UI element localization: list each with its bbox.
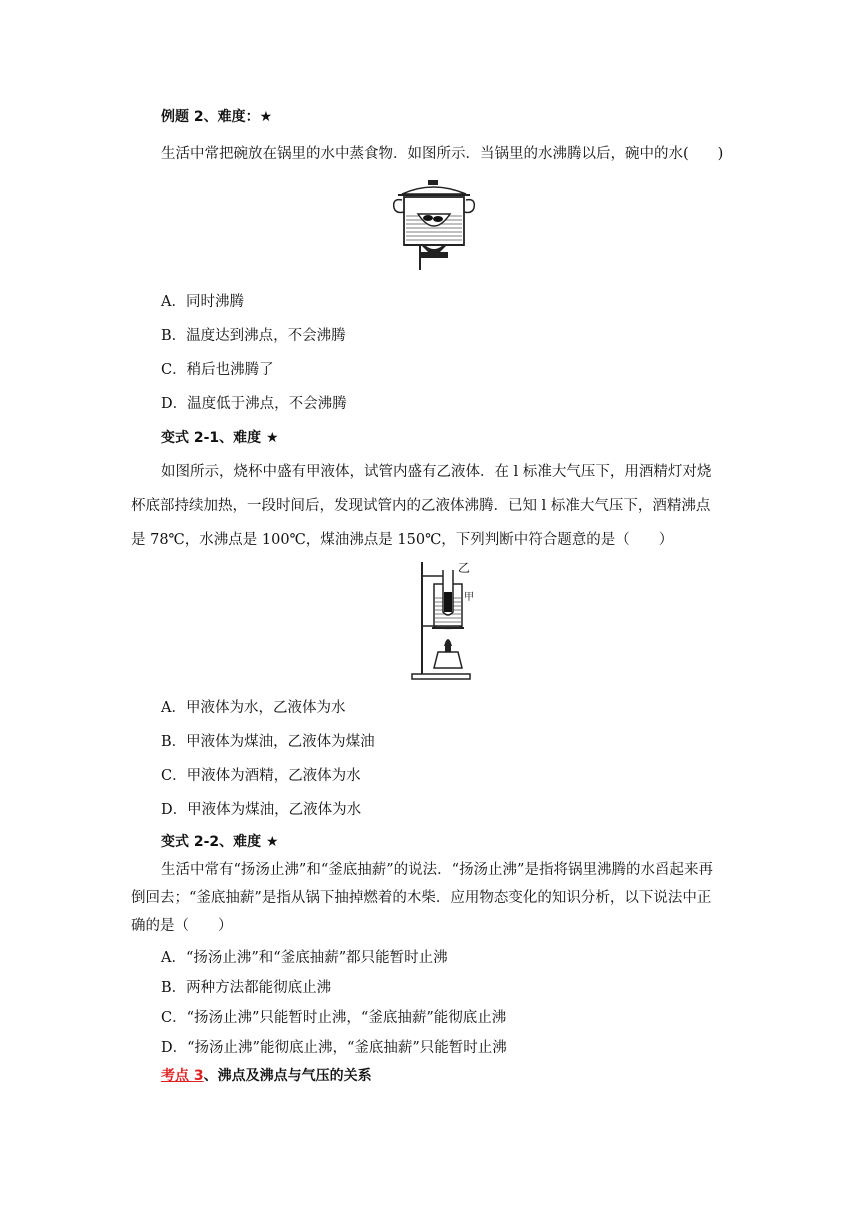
beaker-test-tube-apparatus-figure [408, 558, 474, 684]
variant-2-2-text-line-3: 确的是（ ） [131, 918, 233, 934]
example-2-option-d: D．温度低于沸点，不会沸腾 [161, 396, 347, 412]
variant-2-2-heading: 变式 2-2、难度 ★ [161, 834, 279, 850]
variant-2-1-option-c: C．甲液体为酒精，乙液体为水 [161, 768, 361, 784]
variant-2-1-heading: 变式 2-1、难度 ★ [161, 430, 279, 446]
figure-label-jia: 甲 [464, 592, 474, 603]
variant-2-2-option-a: A．“扬汤止沸”和“釜底抽薪”都只能暂时止沸 [161, 950, 448, 966]
variant-2-1-option-b: B．甲液体为煤油，乙液体为煤油 [161, 734, 375, 750]
variant-2-2-option-b: B．两种方法都能彻底止沸 [161, 980, 332, 996]
kaodian-3-link[interactable]: 考点 3 [161, 1068, 204, 1084]
kaodian-3-heading [161, 1065, 372, 1085]
variant-2-2-text-line-1: 生活中常有“扬汤止沸”和“釜底抽薪”的说法．“扬汤止沸”是指将锅里沸腾的水舀起来再 [161, 862, 713, 878]
variant-2-1-option-a: A．甲液体为水，乙液体为水 [161, 700, 346, 716]
steaming-pot-figure [388, 178, 480, 274]
example-2-heading: 例题 2、难度：★ [161, 109, 273, 125]
variant-2-2-option-d: D．“扬汤止沸”能彻底止沸，“釜底抽薪”只能暂时止沸 [161, 1040, 507, 1056]
example-2-option-c: C．稍后也沸腾了 [161, 362, 274, 378]
variant-2-1-option-d: D．甲液体为煤油，乙液体为水 [161, 802, 362, 818]
variant-2-1-text-line-2: 杯底部持续加热，一段时间后，发现试管内的乙液体沸腾．已知 l 标准大气压下，酒精沸点 [131, 498, 711, 514]
variant-2-2-text-line-2: 倒回去；“釜底抽薪”是指从锅下抽掉燃着的木柴．应用物态变化的知识分析，以下说法中正 [131, 890, 712, 906]
example-2-option-b: B．温度达到沸点，不会沸腾 [161, 328, 346, 344]
example-2-option-a: A．同时沸腾 [161, 294, 244, 310]
variant-2-1-text-line-3: 是 78℃，水沸点是 100℃，煤油沸点是 150℃，下列判断中符合题意的是（ ） [131, 532, 674, 548]
variant-2-1-text-line-1: 如图所示，烧杯中盛有甲液体，试管内盛有乙液体．在 l 标准大气压下，用酒精灯对烧 [161, 464, 712, 480]
figure-label-yi: 乙 [458, 561, 471, 575]
example-2-question: 生活中常把碗放在锅里的水中蒸食物．如图所示．当锅里的水沸腾以后，碗中的水( ) [161, 146, 724, 162]
kaodian-3-title: 、沸点及沸点与气压的关系 [203, 1068, 372, 1084]
variant-2-2-option-c: C．“扬汤止沸”只能暂时止沸，“釜底抽薪”能彻底止沸 [161, 1010, 507, 1026]
